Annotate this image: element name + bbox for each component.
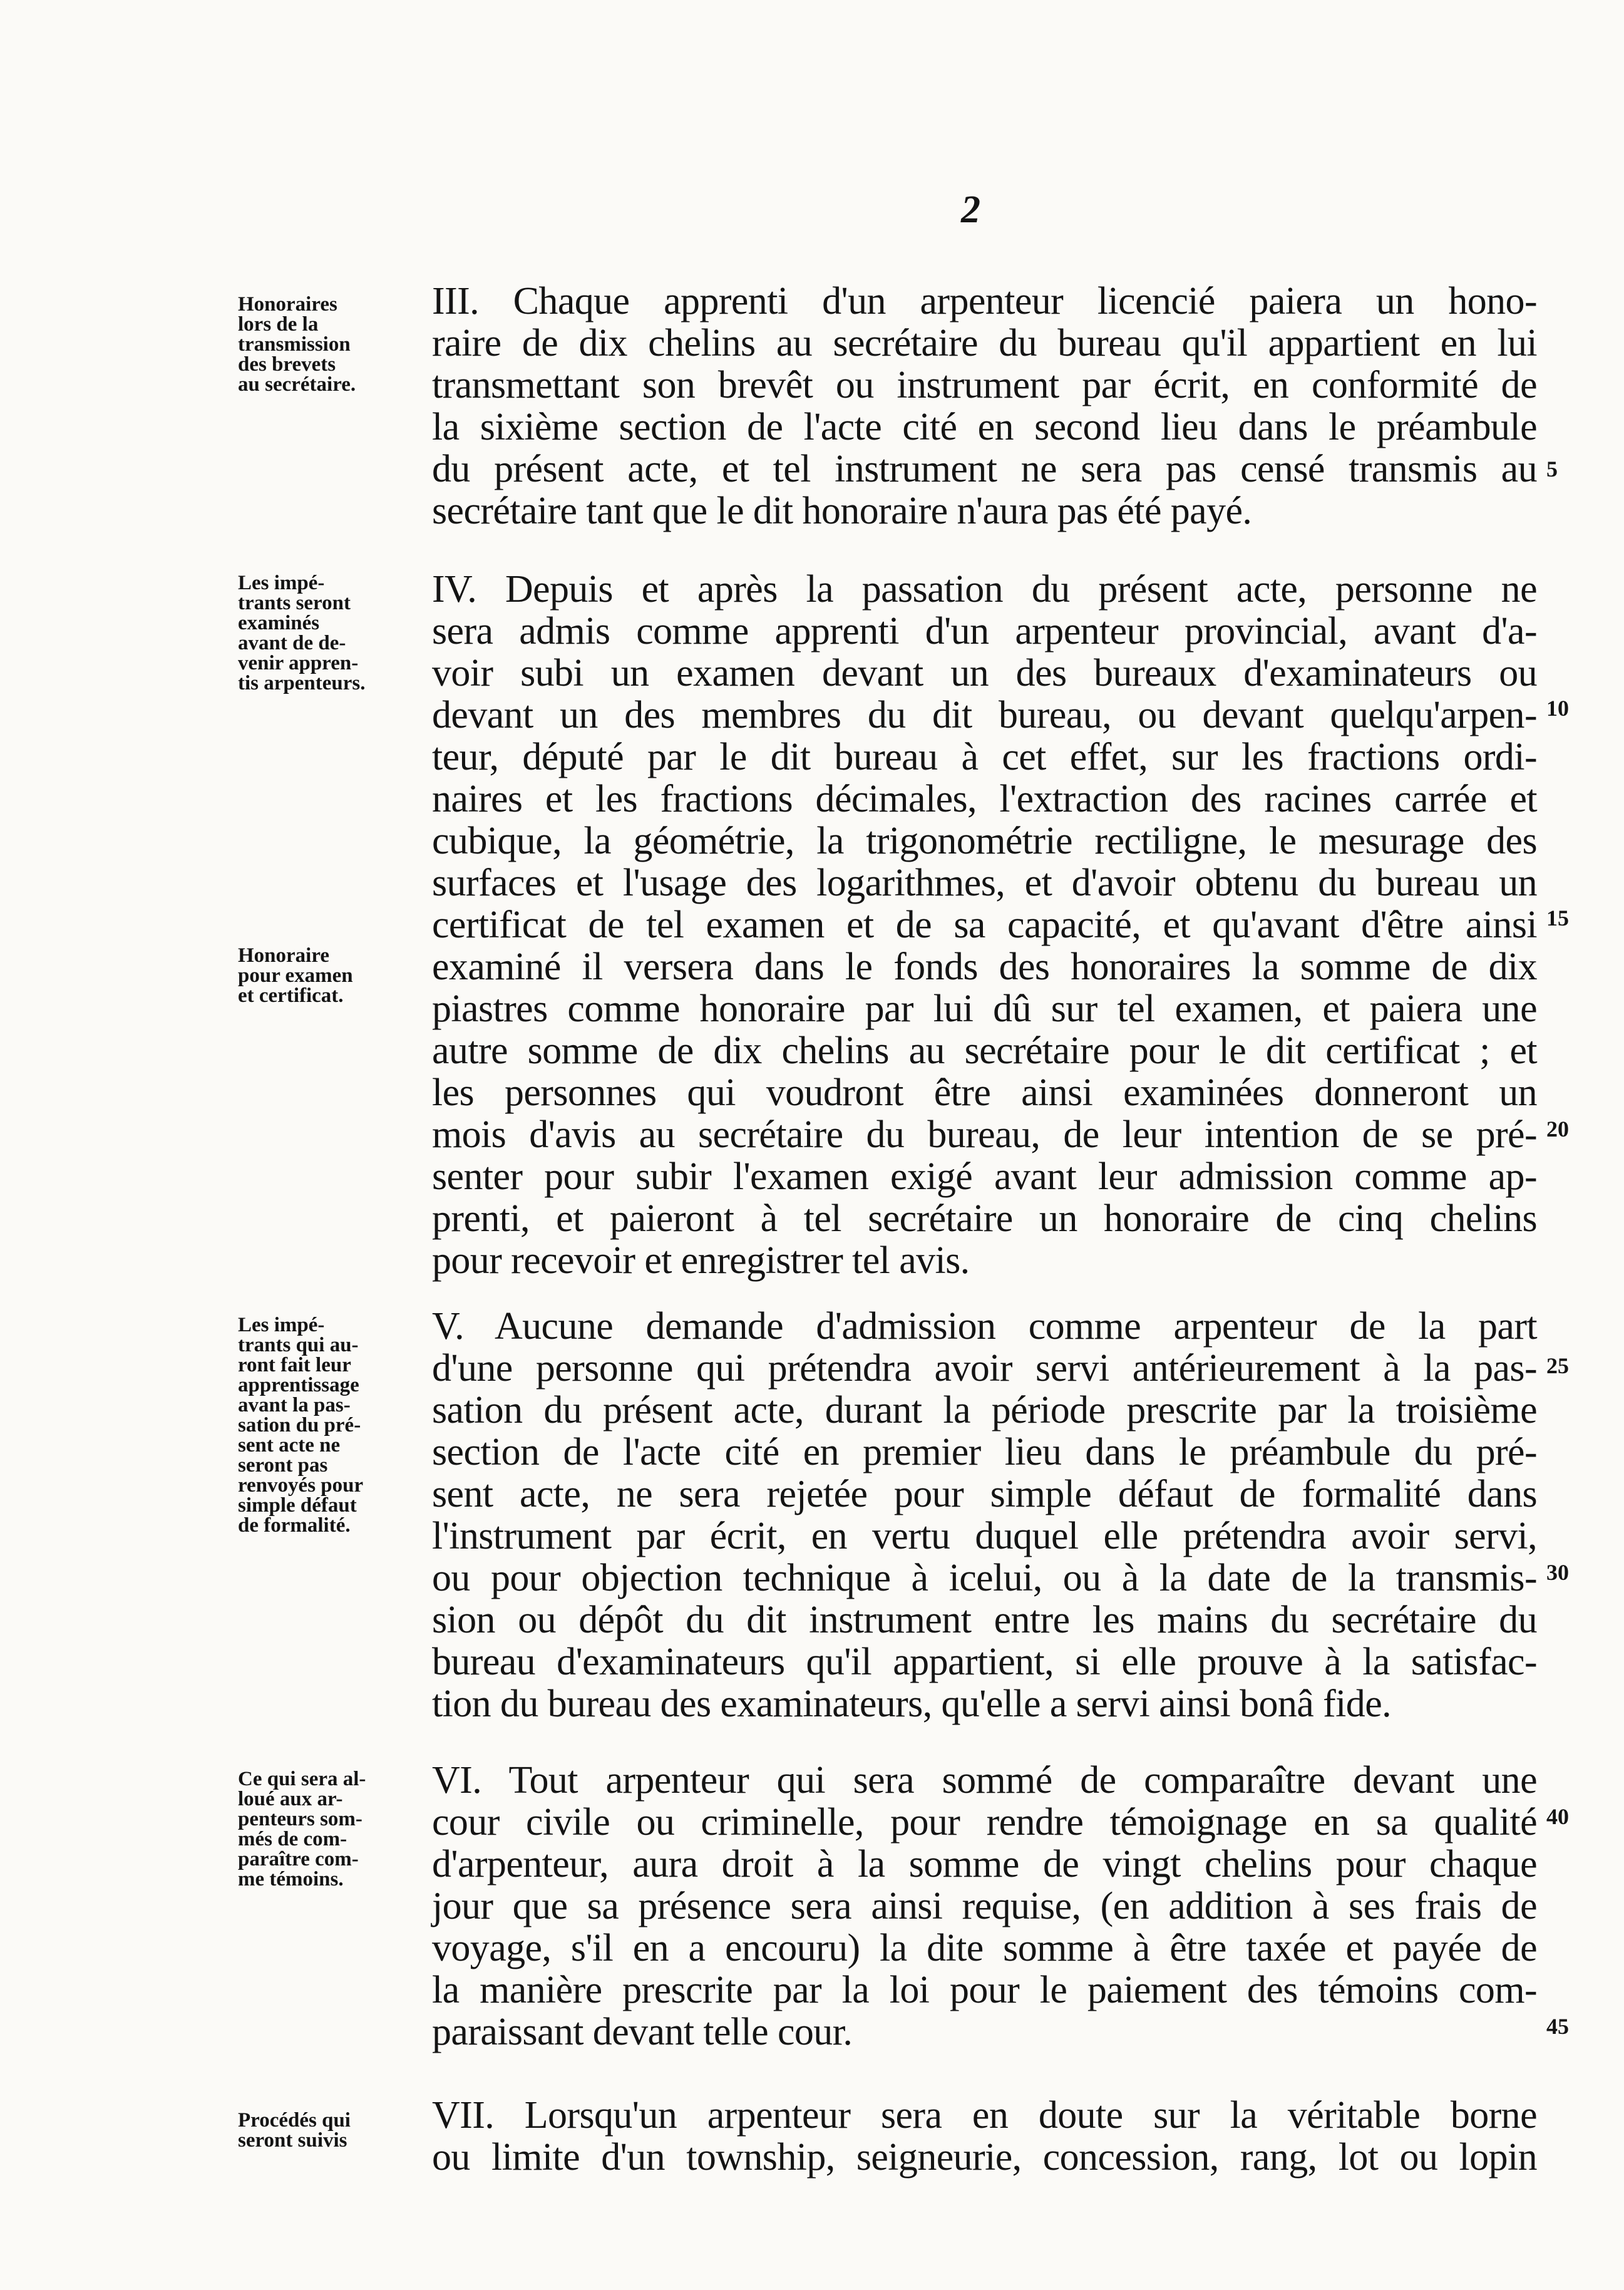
side-note-line: seront pas <box>238 1454 328 1477</box>
line-number: 40 <box>1546 1804 1569 1829</box>
text-line: sera admis comme apprenti d'un arpenteur provincial, avant d'a- <box>432 610 1537 652</box>
text-line: tion du bureau des examinateurs, qu'elle a servi ainsi bonâ fide. <box>432 1683 1392 1725</box>
text-line: paraissant devant telle cour. <box>432 2011 853 2053</box>
side-note-line: avant la pas- <box>238 1394 351 1416</box>
section-iv <box>432 569 1537 1282</box>
text-line: naires et les fractions décimales, l'extraction des racines carrée et <box>432 778 1537 820</box>
side-note-line: penteurs som- <box>238 1808 362 1830</box>
text-line: ou pour objection technique à icelui, ou à la date de la transmis- <box>432 1557 1537 1599</box>
side-note-impetrants-examines <box>238 573 398 693</box>
side-note-line: trants seront <box>238 592 351 614</box>
text-line: teur, député par le dit bureau à cet effet, sur les fractions ordi- <box>432 736 1537 778</box>
text-line: cubique, la géométrie, la trigonométrie rectiligne, le mesurage des <box>432 820 1537 862</box>
text-line: cour civile ou criminelle, pour rendre témoignage en sa qualité <box>432 1801 1537 1844</box>
text-line: sation du présent acte, durant la période prescrite par la troisième <box>432 1389 1537 1431</box>
text-line: prenti, et paieront à tel secrétaire un honoraire de cinq chelins <box>432 1197 1537 1240</box>
line-number: 25 <box>1546 1353 1569 1378</box>
text-line: piastres comme honoraire par lui dû sur tel examen, et paiera une <box>432 988 1537 1030</box>
text-line: du présent acte, et tel instrument ne sera pas censé transmis au <box>432 448 1537 490</box>
side-note-line: Les impé- <box>238 1314 325 1336</box>
side-note-honoraires-transmission <box>238 294 398 395</box>
side-note-line: sent acte ne <box>238 1434 341 1457</box>
text-line: VI. Tout arpenteur qui sera sommé de comparaître devant une <box>432 1759 1537 1802</box>
side-note-line: trants qui au- <box>238 1334 359 1356</box>
text-line: sent acte, ne sera rejetée pour simple défaut de formalité dans <box>432 1473 1537 1515</box>
side-note-procedes <box>238 2110 398 2150</box>
side-note-line: venir appren- <box>238 652 359 674</box>
side-note-line: lors de la <box>238 313 319 336</box>
line-number: 30 <box>1546 1560 1569 1585</box>
text-line: les personnes qui voudront être ainsi examinées donneront un <box>432 1071 1537 1114</box>
text-line: voir subi un examen devant un des bureaux d'examinateurs ou <box>432 652 1537 694</box>
text-line: V. Aucune demande d'admission comme arpenteur de la part <box>432 1305 1537 1348</box>
line-number: 5 <box>1546 456 1558 482</box>
side-note-line: sation du pré- <box>238 1414 361 1436</box>
text-line: la sixième section de l'acte cité en second lieu dans le préambule <box>432 406 1537 448</box>
side-note-line: me témoins. <box>238 1868 344 1890</box>
text-line: d'arpenteur, aura droit à la somme de vingt chelins pour chaque <box>432 1843 1537 1885</box>
side-note-line: pour examen <box>238 964 353 987</box>
side-note-line: examinés <box>238 612 320 634</box>
text-line: mois d'avis au secrétaire du bureau, de leur intention de se pré- <box>432 1113 1537 1156</box>
section-vii <box>432 2095 1537 2179</box>
text-line: VII. Lorsqu'un arpenteur sera en doute sur la véritable borne <box>432 2094 1537 2137</box>
text-line: ou limite d'un township, seigneurie, concession, rang, lot ou lopin <box>432 2136 1537 2179</box>
side-note-line: avant de de- <box>238 632 346 654</box>
side-note-line: renvoyés pour <box>238 1474 364 1497</box>
text-line: autre somme de dix chelins au secrétaire pour le dit certificat ; et <box>432 1029 1537 1072</box>
text-line: secrétaire tant que le dit honoraire n'aura pas été payé. <box>432 490 1252 532</box>
side-note-line: paraître com- <box>238 1848 359 1870</box>
line-number: 20 <box>1546 1117 1569 1142</box>
side-note-line: Ce qui sera al- <box>238 1768 366 1790</box>
section-vi <box>432 1760 1537 2053</box>
text-line: bureau d'examinateurs qu'il appartient, si elle prouve à la satisfac- <box>432 1641 1537 1683</box>
text-line: surfaces et l'usage des logarithmes, et d'avoir obtenu du bureau un <box>432 862 1537 904</box>
side-note-line: Honoraire <box>238 944 330 967</box>
side-note-line: des brevets <box>238 353 336 376</box>
side-note-line: tis arpenteurs. <box>238 672 366 694</box>
text-line: III. Chaque apprenti d'un arpenteur licencié paiera un hono- <box>432 280 1537 322</box>
text-line: voyage, s'il en a encouru) la dite somme à être taxée et payée de <box>432 1927 1537 1969</box>
line-number: 45 <box>1546 2014 1569 2039</box>
text-line: transmettant son brevêt ou instrument par écrit, en conformité de <box>432 364 1537 406</box>
text-line: devant un des membres du dit bureau, ou devant quelqu'arpen- <box>432 694 1537 736</box>
line-number: 15 <box>1546 905 1569 931</box>
side-note-impetrants-apprentissage <box>238 1315 398 1535</box>
text-line: pour recevoir et enregistrer tel avis. <box>432 1239 970 1282</box>
side-note-line: ront fait leur <box>238 1354 351 1376</box>
section-v <box>432 1306 1537 1725</box>
text-line: d'une personne qui prétendra avoir servi antérieurement à la pas- <box>432 1347 1537 1390</box>
side-note-line: et certificat. <box>238 984 344 1007</box>
side-note-line: apprentissage <box>238 1374 359 1396</box>
side-note-line: au secrétaire. <box>238 373 356 396</box>
side-note-alloue-temoins <box>238 1769 398 1889</box>
side-note-line: Procédés qui <box>238 2109 351 2132</box>
side-note-honoraire-examen <box>238 946 398 1006</box>
section-iii <box>432 281 1537 532</box>
text-line: la manière prescrite par la loi pour le paiement des témoins com- <box>432 1969 1537 2011</box>
side-note-line: transmission <box>238 333 351 356</box>
text-line: sion ou dépôt du dit instrument entre les mains du secrétaire du <box>432 1599 1537 1641</box>
text-line: raire de dix chelins au secrétaire du bureau qu'il appartient en lui <box>432 322 1537 364</box>
side-note-line: loué aux ar- <box>238 1788 343 1810</box>
text-line: IV. Depuis et après la passation du présent acte, personne ne <box>432 568 1537 611</box>
text-line: l'instrument par écrit, en vertu duquel elle prétendra avoir servi, <box>432 1515 1537 1557</box>
side-note-line: simple défaut <box>238 1494 357 1517</box>
page-number: 2 <box>961 188 980 231</box>
side-note-line: Honoraires <box>238 293 337 316</box>
side-note-line: Les impé- <box>238 572 325 594</box>
text-line: senter pour subir l'examen exigé avant leur admission comme ap- <box>432 1155 1537 1198</box>
line-number: 10 <box>1546 696 1569 721</box>
side-note-line: seront suivis <box>238 2129 347 2152</box>
text-line: jour que sa présence sera ainsi requise, (en addition à ses frais de <box>432 1885 1537 1927</box>
side-note-line: més de com- <box>238 1828 347 1850</box>
text-line: certificat de tel examen et de sa capacité, et qu'avant d'être ainsi <box>432 904 1537 946</box>
side-note-line: de formalité. <box>238 1514 351 1537</box>
text-line: examiné il versera dans le fonds des honoraires la somme de dix <box>432 946 1537 988</box>
text-line: section de l'acte cité en premier lieu dans le préambule du pré- <box>432 1431 1537 1473</box>
